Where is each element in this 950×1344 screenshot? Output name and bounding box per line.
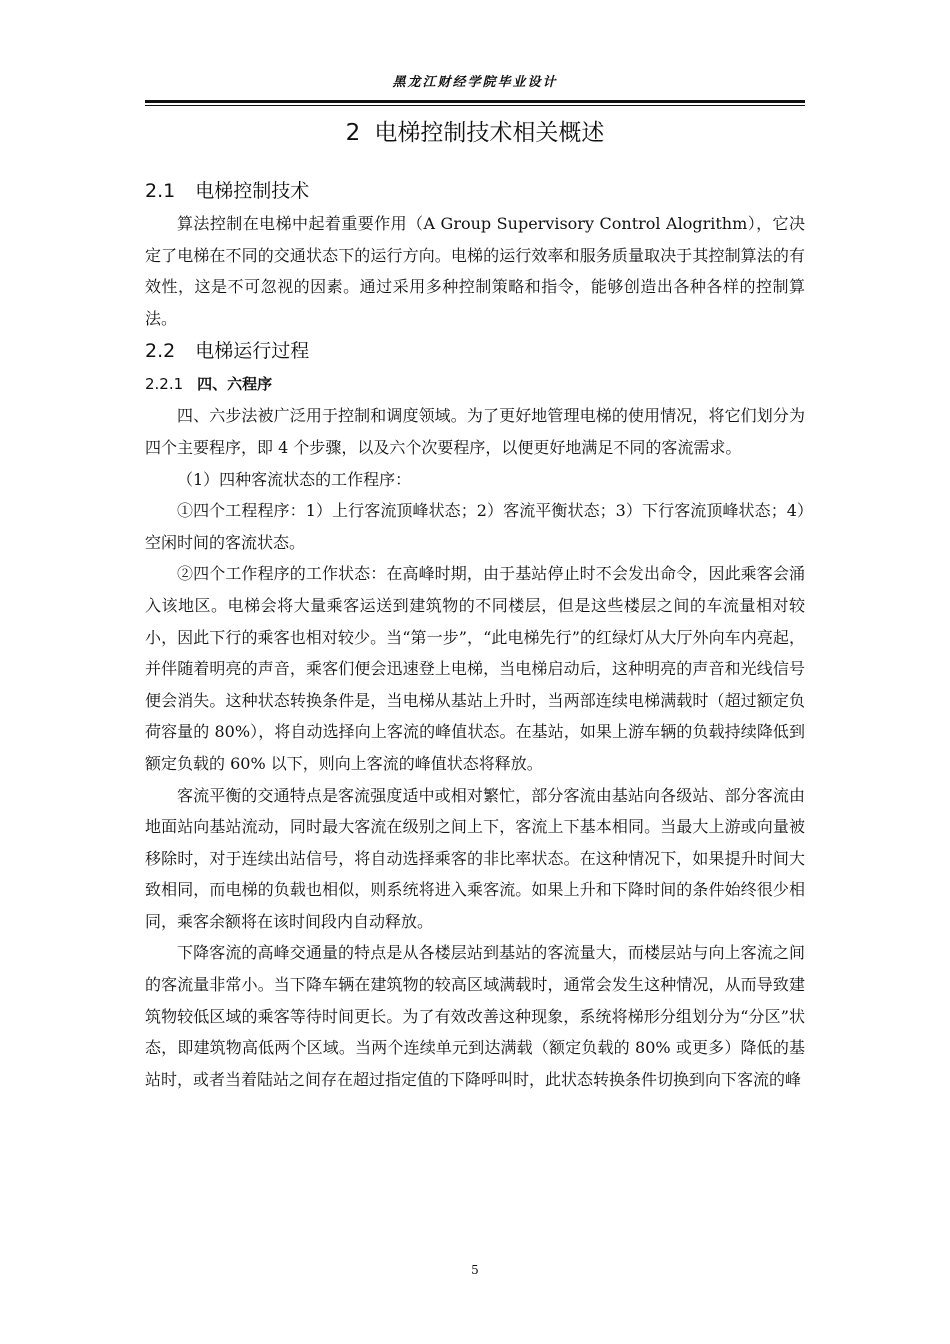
chapter-title-text: 电梯控制技术相关概述	[374, 120, 605, 146]
section-title-text: 电梯运行过程	[195, 340, 310, 363]
page-content	[145, 110, 805, 1095]
subsection-title-text: 四、六程序	[197, 375, 273, 394]
paragraph: 四、六步法被广泛用于控制和调度领域。为了更好地管理电梯的使用情况，将它们划分为四个主要程序，即 4 个步骤，以及六个次要程序，以便更好地满足不同的客流需求。	[145, 406, 805, 457]
paragraph: ②四个工作程序的工作状态：在高峰时期，由于基站停止时不会发出命令，因此乘客会涌入该地区。电梯会将大量乘客运送到建筑物的不同楼层，但是这些楼层之间的车流量相对较小，因此下行的乘客也相对较少。当“第一步”，“此电梯先行”的红绿灯从大厅外向车内亮起，并伴随着明亮的声音，乘客们便会迅速登上电梯，当电梯启动后，这种明亮的声音和光线信号便会消失。这种状态转换条件是，当电梯从基站上升时，当两部连续电梯满载时（超过额定负荷容量的 80%），将自动选择向上客流的峰值状态。在基站，如果上游车辆的负载持续降低到额定负载的 60% 以下，则向上客流的峰值状态将释放。	[145, 564, 805, 773]
subsection-number: 2.2.1	[145, 375, 184, 394]
section-heading	[145, 174, 805, 208]
chapter-number: 2	[345, 120, 361, 146]
paragraph: ①四个工程程序：1）上行客流顶峰状态；2）客流平衡状态；3）下行客流顶峰状态；4）空闲时间的客流状态。	[145, 501, 805, 552]
section-heading	[145, 334, 805, 368]
section-title-text: 电梯控制技术	[195, 180, 310, 202]
page-number: 5	[471, 1263, 479, 1277]
section-number: 2.1	[145, 180, 176, 202]
paragraph: 下降客流的高峰交通量的特点是从各楼层站到基站的客流量大，而楼层站与向上客流之间的客流量非常小。当下降车辆在建筑物的较高区域满载时，通常会发生这种情况，从而导致建筑物较低区域的乘客等待时间更长。为了有效改善这种现象，系统将梯形分组划分为“分区”状态，即建筑物高低两个区域。当两个连续单元到达满载（额定负载的 80% 或更多）降低的基站时，或者当着陆站之间存在超过指定值的下降呼叫时，此状态转换条件切换到向下客流的峰	[145, 943, 805, 1089]
paragraph: 算法控制在电梯中起着重要作用（A Group Supervisory Control Alogrithm），它决定了电梯在不同的交通状态下的运行方向。电梯的运行效率和服务质量取决于其控制算法的有效性，这是不可忽视的因素。通过采用多种控制策略和指令，能够创造出各种各样的控制算法。	[145, 214, 805, 328]
running-header: 黑龙江财经学院毕业设计	[392, 75, 558, 90]
header-rule-thick	[145, 100, 805, 103]
header-rule-thin	[145, 105, 805, 106]
paragraph: 客流平衡的交通特点是客流强度适中或相对繁忙，部分客流由基站向各级站、部分客流由地面站向基站流动，同时最大客流在级别之间上下，客流上下基本相同。当最大上游或向量被移除时，对于连续出站信号，将自动选择乘客的非比率状态。在这种情况下，如果提升时间大致相同，而电梯的负载也相似，则系统将进入乘客流。如果上升和下降时间的条件始终很少相同，乘客余额将在该时间段内自动释放。	[145, 785, 805, 931]
chapter-title	[145, 110, 805, 160]
subsection-heading	[145, 368, 805, 400]
paragraph: （1）四种客流状态的工作程序：	[177, 469, 412, 489]
section-number: 2.2	[145, 340, 176, 363]
